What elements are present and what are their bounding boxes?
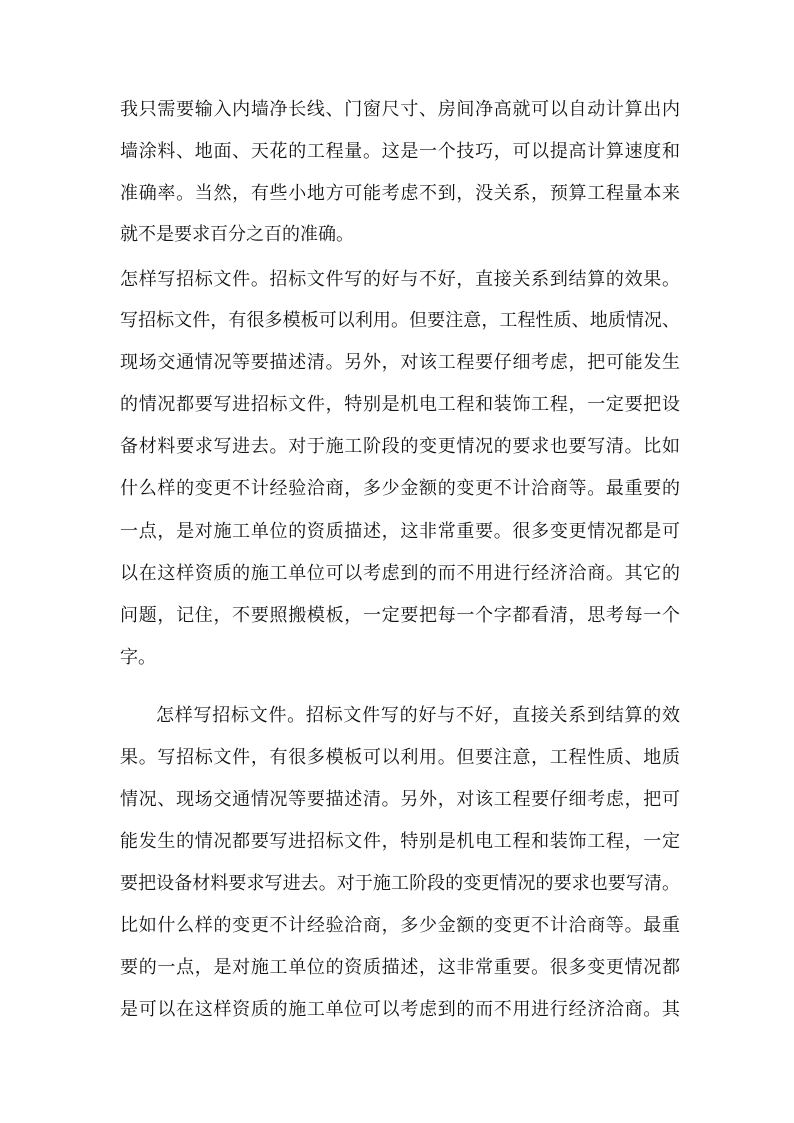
paragraph-2-line-7: 一点，是对施工单位的资质描述，这非常重要。很多变更情况都是可 bbox=[120, 521, 680, 542]
paragraph-3-line-1: 怎样写招标文件。招标文件写的好与不好，直接关系到结算的效 bbox=[156, 705, 680, 726]
paragraph-2-line-5: 备材料要求写进去。对于施工阶段的变更情况的要求也要写清。比如 bbox=[120, 436, 680, 457]
paragraph-3-line-5: 要把设备材料要求写进去。对于施工阶段的变更情况的要求也要写清。 bbox=[120, 873, 680, 894]
paragraph-3-line-3: 情况、现场交通情况等要描述清。另外，对该工程要仔细考虑，把可 bbox=[120, 789, 680, 810]
paragraph-3-line-4: 能发生的情况都要写进招标文件，特别是机电工程和装饰工程，一定 bbox=[120, 831, 680, 852]
paragraph-3-line-6: 比如什么样的变更不计经验洽商，多少金额的变更不计洽商等。最重 bbox=[120, 915, 680, 936]
paragraph-1-line-3: 准确率。当然，有些小地方可能考虑不到，没关系，预算工程量本来 bbox=[120, 183, 680, 204]
paragraph-2-line-2: 写招标文件，有很多模板可以利用。但要注意，工程性质、地质情况、 bbox=[120, 310, 680, 331]
paragraph-2-line-6: 什么样的变更不计经验洽商，多少金额的变更不计洽商等。最重要的 bbox=[120, 478, 680, 499]
paragraph-2-line-9: 问题，记住，不要照搬模板，一定要把每一个字都看清，思考每一个 bbox=[120, 605, 680, 626]
paragraph-2-line-8: 以在这样资质的施工单位可以考虑到的而不用进行经济洽商。其它的 bbox=[120, 563, 680, 584]
paragraph-2-line-10: 字。 bbox=[120, 647, 156, 668]
paragraph-1-line-4: 就不是要求百分之百的准确。 bbox=[120, 224, 354, 245]
paragraph-1-line-1: 我只需要输入内墙净长线、门窗尺寸、房间净高就可以自动计算出内 bbox=[120, 99, 680, 120]
paragraph-1-line-2: 墙涂料、地面、天花的工程量。这是一个技巧，可以提高计算速度和 bbox=[120, 141, 680, 162]
paragraph-3-line-7: 要的一点，是对施工单位的资质描述，这非常重要。很多变更情况都 bbox=[120, 957, 680, 978]
paragraph-3-line-8: 是可以在这样资质的施工单位可以考虑到的而不用进行经济洽商。其 bbox=[120, 999, 680, 1020]
paragraph-2-line-1: 怎样写招标文件。招标文件写的好与不好，直接关系到结算的效果。 bbox=[120, 269, 680, 290]
paragraph-2-line-4: 的情况都要写进招标文件，特别是机电工程和装饰工程，一定要把设 bbox=[120, 394, 680, 415]
paragraph-2-line-3: 现场交通情况等要描述清。另外，对该工程要仔细考虑，把可能发生 bbox=[120, 352, 680, 373]
paragraph-3-line-2: 果。写招标文件，有很多模板可以利用。但要注意，工程性质、地质 bbox=[120, 747, 680, 768]
